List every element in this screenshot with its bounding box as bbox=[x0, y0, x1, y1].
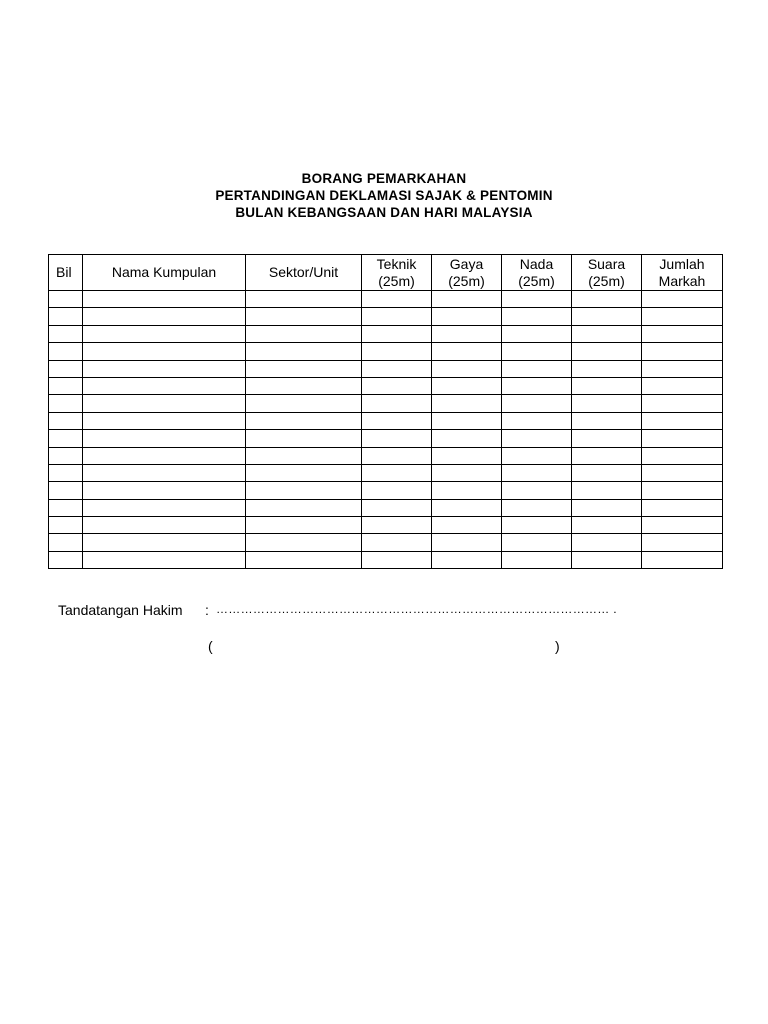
table-cell bbox=[362, 517, 432, 534]
table-row bbox=[49, 482, 723, 499]
table-row bbox=[49, 551, 723, 568]
signature-dotted-line: …………………………………………………………………………………… . bbox=[216, 602, 617, 616]
table-cell bbox=[83, 325, 246, 342]
table-cell bbox=[83, 430, 246, 447]
table-cell bbox=[572, 447, 642, 464]
table-cell bbox=[432, 325, 502, 342]
table-cell bbox=[502, 534, 572, 551]
table-cell bbox=[502, 377, 572, 394]
table-cell bbox=[362, 412, 432, 429]
table-cell bbox=[362, 325, 432, 342]
table-cell bbox=[246, 412, 362, 429]
table-cell bbox=[432, 291, 502, 308]
table-cell bbox=[432, 534, 502, 551]
table-cell bbox=[572, 551, 642, 568]
table-cell bbox=[642, 343, 723, 360]
table-cell bbox=[362, 291, 432, 308]
table-cell bbox=[83, 534, 246, 551]
header-suara-label: Suara bbox=[587, 256, 626, 272]
header-jumlah-markah bbox=[642, 255, 723, 291]
table-cell bbox=[246, 360, 362, 377]
table-cell bbox=[83, 360, 246, 377]
signature-colon: : bbox=[205, 602, 209, 618]
table-cell bbox=[572, 291, 642, 308]
table-cell bbox=[49, 464, 83, 481]
table-row bbox=[49, 360, 723, 377]
table-cell bbox=[502, 395, 572, 412]
table-cell bbox=[362, 343, 432, 360]
header-gaya-label: Gaya bbox=[449, 256, 484, 272]
table-cell bbox=[642, 395, 723, 412]
header-nada bbox=[502, 255, 572, 291]
table-cell bbox=[49, 291, 83, 308]
table-cell bbox=[642, 464, 723, 481]
table-cell bbox=[502, 464, 572, 481]
table-row bbox=[49, 447, 723, 464]
table-cell bbox=[246, 308, 362, 325]
table-cell bbox=[246, 325, 362, 342]
table-cell bbox=[572, 360, 642, 377]
table-cell bbox=[362, 447, 432, 464]
table-cell bbox=[49, 360, 83, 377]
table-cell bbox=[246, 291, 362, 308]
table-cell bbox=[246, 464, 362, 481]
table-cell bbox=[572, 308, 642, 325]
table-cell bbox=[642, 291, 723, 308]
table-cell bbox=[49, 447, 83, 464]
header-teknik bbox=[362, 255, 432, 291]
header-nada-label: Nada bbox=[519, 256, 554, 272]
table-cell bbox=[432, 447, 502, 464]
header-nama-kumpulan-label: Nama Kumpulan bbox=[111, 264, 217, 280]
header-teknik-label: Teknik bbox=[376, 256, 417, 272]
table-cell bbox=[502, 325, 572, 342]
form-title bbox=[0, 170, 768, 221]
score-table bbox=[48, 254, 723, 569]
table-cell bbox=[362, 308, 432, 325]
table-cell bbox=[572, 534, 642, 551]
table-cell bbox=[502, 482, 572, 499]
table-cell bbox=[572, 395, 642, 412]
table-cell bbox=[362, 377, 432, 394]
table-cell bbox=[502, 499, 572, 516]
table-cell bbox=[362, 551, 432, 568]
table-cell bbox=[432, 377, 502, 394]
table-cell bbox=[49, 412, 83, 429]
table-cell bbox=[642, 430, 723, 447]
table-cell bbox=[49, 395, 83, 412]
table-cell bbox=[572, 343, 642, 360]
table-cell bbox=[432, 482, 502, 499]
table-row bbox=[49, 412, 723, 429]
header-gaya bbox=[432, 255, 502, 291]
table-cell bbox=[49, 430, 83, 447]
table-cell bbox=[362, 464, 432, 481]
header-suara bbox=[572, 255, 642, 291]
table-row bbox=[49, 343, 723, 360]
table-cell bbox=[246, 395, 362, 412]
table-cell bbox=[246, 534, 362, 551]
table-cell bbox=[49, 517, 83, 534]
table-cell bbox=[572, 412, 642, 429]
table-cell bbox=[362, 482, 432, 499]
header-bil-label: Bil bbox=[56, 264, 72, 280]
header-nada-marks: (25m) bbox=[518, 273, 555, 289]
table-row bbox=[49, 308, 723, 325]
table-cell bbox=[49, 551, 83, 568]
table-cell bbox=[49, 534, 83, 551]
table-cell bbox=[83, 308, 246, 325]
table-cell bbox=[246, 343, 362, 360]
table-cell bbox=[83, 412, 246, 429]
table-cell bbox=[49, 343, 83, 360]
signature-label: Tandatangan Hakim bbox=[58, 602, 183, 618]
table-cell bbox=[246, 551, 362, 568]
header-suara-marks: (25m) bbox=[588, 273, 625, 289]
table-cell bbox=[246, 482, 362, 499]
table-cell bbox=[83, 395, 246, 412]
table-cell bbox=[83, 377, 246, 394]
table-cell bbox=[83, 464, 246, 481]
table-cell bbox=[502, 447, 572, 464]
table-cell bbox=[83, 551, 246, 568]
header-sektor-unit bbox=[246, 255, 362, 291]
table-row bbox=[49, 534, 723, 551]
title-line-1: BORANG PEMARKAHAN bbox=[301, 171, 467, 186]
table-cell bbox=[432, 551, 502, 568]
table-cell bbox=[642, 412, 723, 429]
table-cell bbox=[502, 412, 572, 429]
table-cell bbox=[642, 377, 723, 394]
table-cell bbox=[502, 291, 572, 308]
table-cell bbox=[432, 517, 502, 534]
table-cell bbox=[432, 360, 502, 377]
table-row bbox=[49, 377, 723, 394]
title-line-3: BULAN KEBANGSAAN DAN HARI MALAYSIA bbox=[235, 205, 533, 220]
table-cell bbox=[642, 308, 723, 325]
table-cell bbox=[83, 343, 246, 360]
table-cell bbox=[502, 360, 572, 377]
table-row bbox=[49, 499, 723, 516]
table-cell bbox=[642, 499, 723, 516]
table-cell bbox=[432, 430, 502, 447]
table-row bbox=[49, 291, 723, 308]
table-row bbox=[49, 430, 723, 447]
table-cell bbox=[362, 395, 432, 412]
table-cell bbox=[502, 551, 572, 568]
table-cell bbox=[502, 343, 572, 360]
table-cell bbox=[572, 464, 642, 481]
table-cell bbox=[642, 482, 723, 499]
table-cell bbox=[83, 482, 246, 499]
table-cell bbox=[642, 517, 723, 534]
table-cell bbox=[432, 343, 502, 360]
table-row bbox=[49, 325, 723, 342]
table-cell bbox=[572, 430, 642, 447]
table-cell bbox=[49, 482, 83, 499]
table-cell bbox=[246, 377, 362, 394]
table-cell bbox=[362, 534, 432, 551]
table-cell bbox=[572, 482, 642, 499]
table-cell bbox=[642, 447, 723, 464]
table-row bbox=[49, 517, 723, 534]
table-cell bbox=[572, 517, 642, 534]
table-cell bbox=[642, 360, 723, 377]
table-cell bbox=[362, 430, 432, 447]
table-cell bbox=[642, 325, 723, 342]
table-cell bbox=[49, 325, 83, 342]
title-line-2: PERTANDINGAN DEKLAMASI SAJAK & PENTOMIN bbox=[215, 188, 553, 203]
table-cell bbox=[432, 395, 502, 412]
table-cell bbox=[362, 360, 432, 377]
table-cell bbox=[246, 430, 362, 447]
table-cell bbox=[432, 499, 502, 516]
table-cell bbox=[572, 377, 642, 394]
table-cell bbox=[362, 499, 432, 516]
header-sektor-unit-label: Sektor/Unit bbox=[268, 264, 339, 280]
table-cell bbox=[83, 517, 246, 534]
name-paren-close: ) bbox=[555, 638, 560, 654]
table-cell bbox=[246, 499, 362, 516]
table-cell bbox=[572, 325, 642, 342]
header-teknik-marks: (25m) bbox=[378, 273, 415, 289]
table-cell bbox=[49, 499, 83, 516]
table-cell bbox=[642, 534, 723, 551]
table-cell bbox=[432, 464, 502, 481]
table-cell bbox=[572, 499, 642, 516]
table-row bbox=[49, 395, 723, 412]
table-cell bbox=[83, 499, 246, 516]
table-cell bbox=[83, 291, 246, 308]
table-cell bbox=[246, 447, 362, 464]
name-paren-open: ( bbox=[208, 638, 213, 654]
table-cell bbox=[432, 412, 502, 429]
table-body bbox=[49, 291, 723, 569]
header-markah-label: Markah bbox=[658, 273, 706, 289]
header-bil bbox=[49, 255, 83, 291]
table-cell bbox=[502, 308, 572, 325]
table-cell bbox=[642, 551, 723, 568]
header-nama-kumpulan bbox=[83, 255, 246, 291]
table-cell bbox=[49, 308, 83, 325]
header-gaya-marks: (25m) bbox=[448, 273, 485, 289]
table-row bbox=[49, 464, 723, 481]
table-cell bbox=[246, 517, 362, 534]
table-cell bbox=[502, 517, 572, 534]
table-cell bbox=[83, 447, 246, 464]
table-header-row bbox=[49, 255, 723, 291]
table-cell bbox=[49, 377, 83, 394]
header-jumlah-label: Jumlah bbox=[659, 256, 705, 272]
table-cell bbox=[432, 308, 502, 325]
table-cell bbox=[502, 430, 572, 447]
